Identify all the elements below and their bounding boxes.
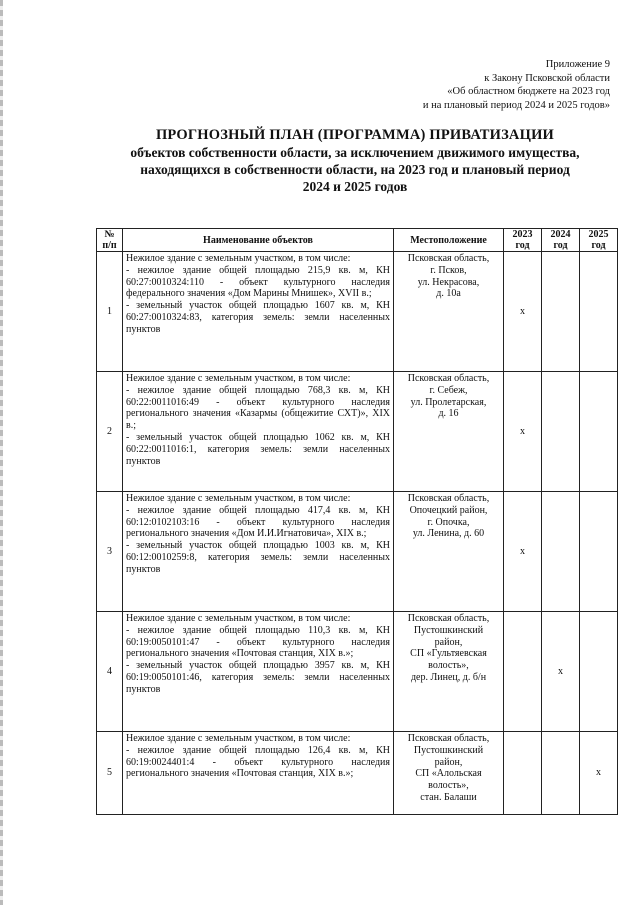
mark-2023 [504, 612, 542, 732]
header-2024: 2024 год [542, 229, 580, 252]
location-line: Псковская область, [407, 733, 490, 744]
location-line: д. 16 [438, 408, 459, 420]
row-num: 5 [97, 732, 123, 815]
row-num: 1 [97, 252, 123, 372]
location-line: ул. Ленина, д. 60 [412, 528, 485, 540]
name-line: - нежилое здание общей площадью 110,3 кв. м, КН 60:19:0050101:47 - объект культурного наследия регионального значения «Почтовая станция, XIX в.»; [126, 624, 390, 660]
row-num: 2 [97, 372, 123, 492]
table-row [97, 732, 618, 815]
name-line: - нежилое здание общей площадью 215,9 кв. м, КН 60:27:0010324:110 - объект культурного наследия федерального значения «Дом Марины Мнишек», XVII в.; [126, 264, 390, 300]
row-location [394, 252, 504, 372]
mark-2024 [542, 732, 580, 815]
name-line: Нежилое здание с земельным участком, в том числе: [126, 733, 351, 744]
title-line: находящихся в собственности области, на 2023 год и плановый период [140, 162, 570, 177]
name-line: Нежилое здание с земельным участком, в том числе: [126, 373, 351, 384]
mark-2025 [580, 612, 618, 732]
name-line: - нежилое здание общей площадью 126,4 кв. м, КН 60:19:0024401:4 - объект культурного наследия регионального значения «Почтовая станция, XIX в.»; [126, 744, 390, 780]
location-line: Пустошкинский [413, 744, 484, 756]
row-location [394, 372, 504, 492]
appendix-line: «Об областном бюджете на 2023 год [447, 86, 610, 97]
location-line: волость», [428, 660, 469, 672]
header-2023: 2023 год [504, 229, 542, 252]
header-num: № п/п [97, 229, 123, 252]
name-line: Нежилое здание с земельным участком, в том числе: [126, 613, 351, 624]
name-line: - земельный участок общей площадью 3957 кв. м, КН 60:19:0050101:46, категория земель: земли населенных пунктов [126, 660, 390, 695]
location-line: стан. Балаши [420, 791, 477, 803]
name-line: Нежилое здание с земельным участком, в том числе: [126, 493, 351, 504]
name-line: - нежилое здание общей площадью 768,3 кв. м, КН 60:22:0011016:49 - объект культурного наследия регионального значения «Казармы (общежитие СХТ)», XIX в.; [126, 384, 390, 432]
appendix-line: Приложение 9 [545, 59, 610, 70]
table-row [97, 372, 618, 492]
mark-2025 [580, 492, 618, 612]
mark-2025: х [580, 732, 618, 815]
appendix-line: и на плановый период 2024 и 2025 годов» [422, 99, 610, 111]
name-line: - земельный участок общей площадью 1062 кв. м, КН 60:22:0011016:1, категория земель: земли населенных пунктов [126, 431, 390, 467]
name-line: Нежилое здание с земельным участком, в том числе: [126, 253, 351, 264]
location-line: район, [434, 756, 463, 768]
mark-2023 [504, 732, 542, 815]
name-line: - нежилое здание общей площадью 417,4 кв. м, КН 60:12:0102103:16 - объект культурного наследия регионального значения «Дом И.И.Игнатовича», XIX в.; [126, 504, 390, 540]
appendix-note [423, 58, 610, 112]
row-location [394, 732, 504, 815]
location-line: Псковская область, [407, 613, 490, 624]
mark-2024 [542, 492, 580, 612]
location-line: Псковская область, [407, 493, 490, 504]
location-line: г. Опочка, [427, 516, 470, 528]
header-location: Местоположение [394, 229, 504, 252]
mark-2025 [580, 252, 618, 372]
location-line: СП «Алольская [415, 768, 482, 780]
privatization-table [96, 228, 618, 815]
row-num: 4 [97, 612, 123, 732]
row-name [123, 732, 394, 815]
table-header-row [97, 229, 618, 252]
location-line: Пустошкинский [413, 624, 484, 636]
location-line: Псковская область, [407, 373, 490, 384]
header-name: Наименование объектов [123, 229, 394, 252]
location-line: район, [434, 636, 463, 648]
title-line: 2024 и 2025 годов [302, 179, 408, 194]
mark-2024 [542, 372, 580, 492]
mark-2023: х [504, 252, 542, 372]
table-row [97, 252, 618, 372]
appendix-line: к Закону Псковской области [484, 72, 610, 84]
location-line: СП «Гультяевская [410, 648, 487, 660]
document-title [90, 127, 620, 195]
location-line: ул. Некрасова, [417, 276, 480, 288]
mark-2024: х [542, 612, 580, 732]
location-line: Псковская область, [407, 253, 490, 264]
title-line: объектов собственности области, за исключением движимого имущества, [130, 145, 580, 160]
location-line: волость», [428, 780, 469, 792]
location-line: ул. Пролетарская, [410, 396, 487, 408]
location-line: дер. Линец, д. б/н [410, 671, 487, 683]
name-line: - земельный участок общей площадью 1003 кв. м, КН 60:12:0010259:8, категория земель: земли населенных пунктов [126, 540, 390, 575]
row-name [123, 372, 394, 492]
table-row [97, 612, 618, 732]
title-line: ПРОГНОЗНЫЙ ПЛАН (ПРОГРАММА) ПРИВАТИЗАЦИИ [155, 127, 555, 143]
row-location [394, 612, 504, 732]
location-line: Опочецкий район, [409, 504, 488, 516]
row-num: 3 [97, 492, 123, 612]
mark-2023: х [504, 372, 542, 492]
location-line: г. Себеж, [429, 384, 468, 396]
mark-2023: х [504, 492, 542, 612]
mark-2024 [542, 252, 580, 372]
location-line: д. 10а [436, 288, 461, 300]
mark-2025 [580, 372, 618, 492]
row-name [123, 612, 394, 732]
location-line: г. Псков, [430, 264, 467, 276]
table-row [97, 492, 618, 612]
row-location [394, 492, 504, 612]
header-2025: 2025 год [580, 229, 618, 252]
scan-edge [0, 0, 3, 905]
row-name [123, 252, 394, 372]
row-name [123, 492, 394, 612]
name-line: - земельный участок общей площадью 1607 кв. м, КН 60:27:0010324:83, категория земель: земли населенных пунктов [126, 300, 390, 335]
